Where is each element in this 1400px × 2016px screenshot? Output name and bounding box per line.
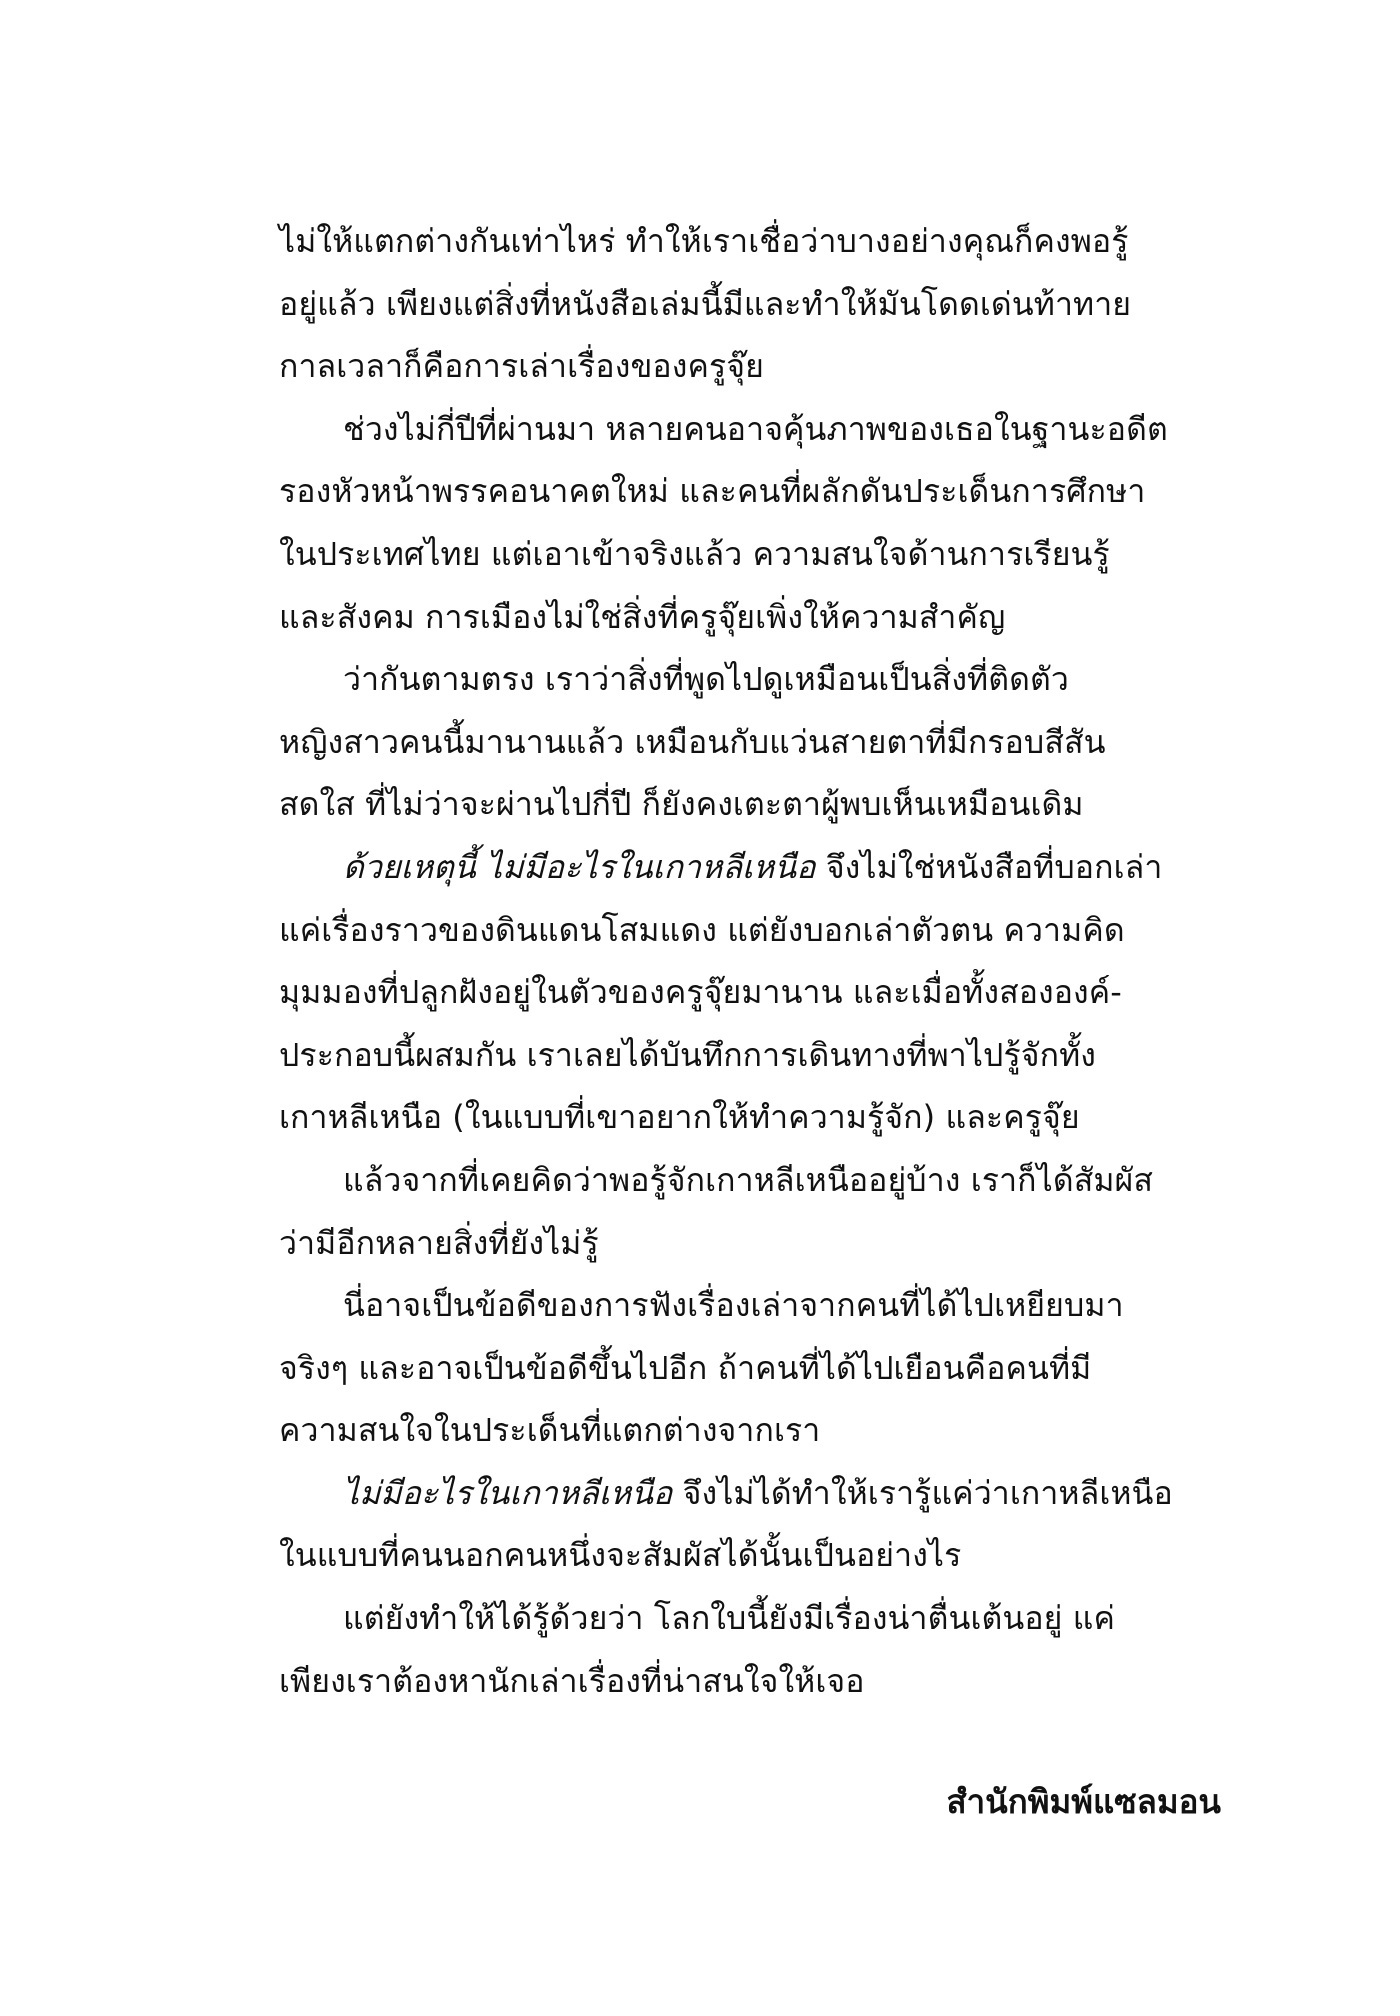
text-line: นี่อาจเป็นข้อดีของการฟังเรื่องเล่าจากคนที่ได้ไปเหยียบมา — [343, 1286, 1124, 1325]
text-line: ความสนใจในประเด็นที่แตกต่างจากเรา — [279, 1411, 821, 1450]
text-line: แล้วจากที่เคยคิดว่าพอรู้จักเกาหลีเหนืออยู่บ้าง เราก็ได้สัมผัส — [343, 1160, 1154, 1199]
book-title-italic: ไม่มีอะไรในเกาหลีเหนือ — [343, 1473, 673, 1512]
text-line: กาลเวลาก็คือการเล่าเรื่องของครูจุ๊ย — [279, 347, 764, 386]
text-line: เพียงเราต้องหานักเล่าเรื่องที่น่าสนใจให้เจอ — [279, 1661, 865, 1700]
text-line: เกาหลีเหนือ (ในแบบที่เขาอยากให้ทำความรู้จัก) และครูจุ๊ย — [279, 1098, 1080, 1137]
publisher-signature: สำนักพิมพ์แซลมอน — [946, 1782, 1221, 1821]
text-line: มุมมองที่ปลูกฝังอยู่ในตัวของครูจุ๊ยมานาน และเมื่อทั้งสององค์- — [279, 973, 1122, 1012]
text-line: แต่ยังทำให้ได้รู้ด้วยว่า โลกใบนี้ยังมีเรื่องน่าตื่นเต้นอยู่ แค่ — [343, 1599, 1116, 1638]
text-line: ไม่ให้แตกต่างกันเท่าไหร่ ทำให้เราเชื่อว่าบางอย่างคุณก็คงพอรู้ — [279, 222, 1129, 260]
text-fragment: จึงไม่ได้ทำให้เรารู้แค่ว่าเกาหลีเหนือ — [672, 1473, 1173, 1512]
text-line: อยู่แล้ว เพียงแต่สิ่งที่หนังสือเล่มนี้มีและทำให้มันโดดเด่นท้าทาย — [279, 284, 1132, 323]
text-line: ว่ากันตามตรง เราว่าสิ่งที่พูดไปดูเหมือนเป็นสิ่งที่ติดตัว — [343, 660, 1069, 699]
text-line: รองหัวหน้าพรรคอนาคตใหม่ และคนที่ผลักดันประเด็นการศึกษา — [279, 472, 1146, 511]
text-line — [279, 836, 1229, 899]
text-fragment: จึงไม่ใช่หนังสือที่บอกเล่า — [815, 847, 1163, 886]
text-line: สดใส ที่ไม่ว่าจะผ่านไปกี่ปี ก็ยังคงเตะตาผู้พบเห็นเหมือนเดิม — [279, 785, 1084, 824]
text-line: ช่วงไม่กี่ปีที่ผ่านมา หลายคนอาจคุ้นภาพของเธอในฐานะอดีต — [343, 409, 1168, 448]
text-line: จริงๆ และอาจเป็นข้อดีขึ้นไปอีก ถ้าคนที่ได้ไปเยือนคือคนที่มี — [279, 1348, 1092, 1387]
text-fragment: ด้วยเหตุนี้ — [343, 847, 487, 886]
text-line: และสังคม การเมืองไม่ใช่สิ่งที่ครูจุ๊ยเพิ่งให้ความสำคัญ — [279, 597, 1006, 636]
text-line — [279, 1462, 1229, 1525]
text-line: ประกอบนี้ผสมกัน เราเลยได้บันทึกการเดินทางที่พาไปรู้จักทั้ง — [279, 1035, 1096, 1074]
text-line: ในแบบที่คนนอกคนหนึ่งจะสัมผัสได้นั้นเป็นอย่างไร — [279, 1536, 962, 1575]
book-title-italic: ไม่มีอะไรในเกาหลีเหนือ — [486, 847, 816, 886]
text-line: ในประเทศไทย แต่เอาเข้าจริงแล้ว ความสนใจด้านการเรียนรู้ — [279, 534, 1110, 573]
text-line: แค่เรื่องราวของดินแดนโสมแดง แต่ยังบอกเล่าตัวตน ความคิด — [279, 910, 1125, 949]
text-line: ว่ามีอีกหลายสิ่งที่ยังไม่รู้ — [279, 1223, 599, 1262]
body-text — [279, 210, 1229, 1712]
text-line: หญิงสาวคนนี้มานานแล้ว เหมือนกับแว่นสายตาที่มีกรอบสีสัน — [279, 722, 1106, 761]
